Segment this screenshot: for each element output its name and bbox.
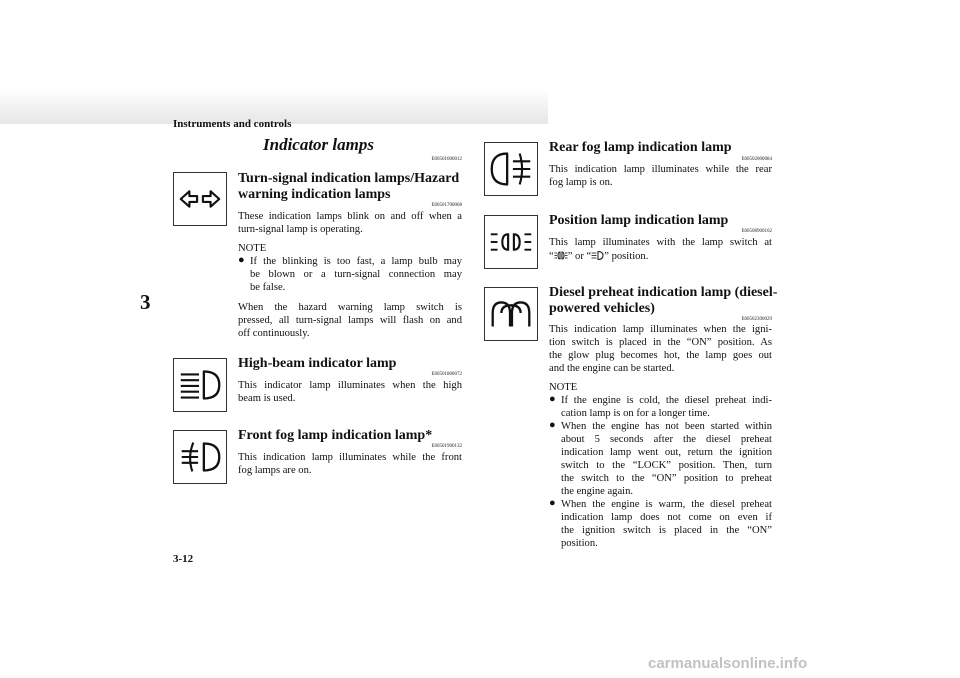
diesel-bullet3-line4: position. xyxy=(561,538,598,549)
page-title: Indicator lamps xyxy=(263,135,374,154)
diesel-bullet2-line4: switch to the “LOCK” position. Then, turn xyxy=(561,460,772,471)
turn-signal-heading-1: Turn-signal indication lamps/Hazard xyxy=(238,171,460,186)
diesel-bullet1-line1: ● If the engine is cold, the diesel preheat indi- xyxy=(549,393,772,406)
turn-signal-note-bullet-3: be false. xyxy=(250,282,286,293)
diesel-note-label: NOTE xyxy=(549,382,578,393)
turn-signal-note-bullet-1: ● If the blinking is too fast, a lamp bulb may xyxy=(238,254,462,267)
front-fog-lamp-icon xyxy=(174,431,226,483)
high-beam-heading: High-beam indicator lamp xyxy=(238,356,397,371)
position-body-1: This lamp illuminates with the lamp switch at xyxy=(549,237,772,248)
diesel-body-1: This indication lamp illuminates when the igni- xyxy=(549,324,772,335)
rear-fog-lamp-icon xyxy=(485,143,537,195)
watermark: carmanualsonline.info xyxy=(648,655,808,672)
bullet-dot: ● xyxy=(549,497,556,509)
diesel-bullet3-line3: the ignition switch is placed in the “ON” xyxy=(561,525,772,536)
turn-signal-icon-box xyxy=(173,172,227,226)
turn-signal-note-label: NOTE xyxy=(238,243,267,254)
position-lamp-icon-box xyxy=(484,215,538,269)
rear-fog-body-1: This indication lamp illuminates while the rear xyxy=(549,164,772,175)
diesel-heading-1: Diesel preheat indication lamp (diesel- xyxy=(549,285,778,300)
diesel-bullet2-line6: the engine again. xyxy=(561,486,634,497)
front-fog-code: E00501900132 xyxy=(431,444,462,449)
high-beam-icon xyxy=(174,359,226,411)
turn-signal-body2-3: off continuously. xyxy=(238,328,310,339)
diesel-body-3: the glow plug becomes hot, the lamp goes out xyxy=(549,350,772,361)
diesel-heading-2: powered vehicles) xyxy=(549,301,655,316)
title-code: E00501600012 xyxy=(431,157,462,162)
diesel-bullet1-line2: cation lamp is on for a longer time. xyxy=(561,408,710,419)
diesel-bullet2-line3: indication lamp went out, return the ignition xyxy=(561,447,772,458)
turn-signal-body2-2: pressed, all turn-signal lamps will flash on and xyxy=(238,315,462,326)
front-fog-icon-box xyxy=(173,430,227,484)
glow-plug-coil-icon xyxy=(485,288,537,340)
diesel-bullet3-line1: ● When the engine is warm, the diesel preheat xyxy=(549,497,772,510)
rear-fog-code: E00502000084 xyxy=(741,157,772,162)
position-lamp-inline-icon xyxy=(554,250,568,261)
diesel-code: E00502300029 xyxy=(741,317,772,322)
high-beam-icon-box xyxy=(173,358,227,412)
rear-fog-heading: Rear fog lamp indication lamp xyxy=(549,140,732,155)
front-fog-body-2: fog lamps are on. xyxy=(238,465,312,476)
rear-fog-body-2: fog lamp is on. xyxy=(549,177,613,188)
diesel-bullet2-line1: ● When the engine has not been started within xyxy=(549,419,772,432)
high-beam-code: E00501800072 xyxy=(431,372,462,377)
turn-signal-body2-1: When the hazard warning lamp switch is xyxy=(238,302,462,313)
position-lamp-icon xyxy=(485,216,537,268)
diesel-body-4: and the engine can be started. xyxy=(549,363,675,374)
position-code: E00508900102 xyxy=(741,229,772,234)
bullet-dot: ● xyxy=(238,254,245,266)
front-fog-body-1: This indication lamp illuminates while the front xyxy=(238,452,462,463)
bullet-dot: ● xyxy=(549,419,556,431)
diesel-bullet3-line2: indication lamp does not come on even if xyxy=(561,512,772,523)
diesel-body-2: tion switch is placed in the “ON” position. As xyxy=(549,337,772,348)
diesel-preheat-icon-box xyxy=(484,287,538,341)
turn-signal-note-bullet-2: be blown or a turn-signal connection may xyxy=(250,269,462,280)
chapter-number: 3 xyxy=(140,290,151,314)
section-title: Instruments and controls xyxy=(173,118,292,130)
turn-signal-heading-2: warning indication lamps xyxy=(238,187,391,202)
turn-signal-code: E00501700068 xyxy=(431,203,462,208)
turn-signal-body-1: These indication lamps blink on and off when a xyxy=(238,211,462,222)
headlamp-inline-icon xyxy=(591,250,604,261)
diesel-bullet2-line5: the switch to the “ON” position to preheat xyxy=(561,473,772,484)
position-heading: Position lamp indication lamp xyxy=(549,213,729,228)
turn-signal-body-2: turn-signal lamp is operating. xyxy=(238,224,363,235)
high-beam-body-2: beam is used. xyxy=(238,393,296,404)
position-body-2: “ ” or “ ” position. xyxy=(549,251,649,262)
page-number: 3-12 xyxy=(173,553,194,565)
front-fog-heading: Front fog lamp indication lamp* xyxy=(238,428,433,443)
high-beam-body-1: This indicator lamp illuminates when the high xyxy=(238,380,462,391)
diesel-bullet2-line2: about 5 seconds after the diesel preheat xyxy=(561,434,772,445)
turn-signal-arrows-icon xyxy=(174,173,226,225)
bullet-dot: ● xyxy=(549,393,556,405)
rear-fog-icon-box xyxy=(484,142,538,196)
